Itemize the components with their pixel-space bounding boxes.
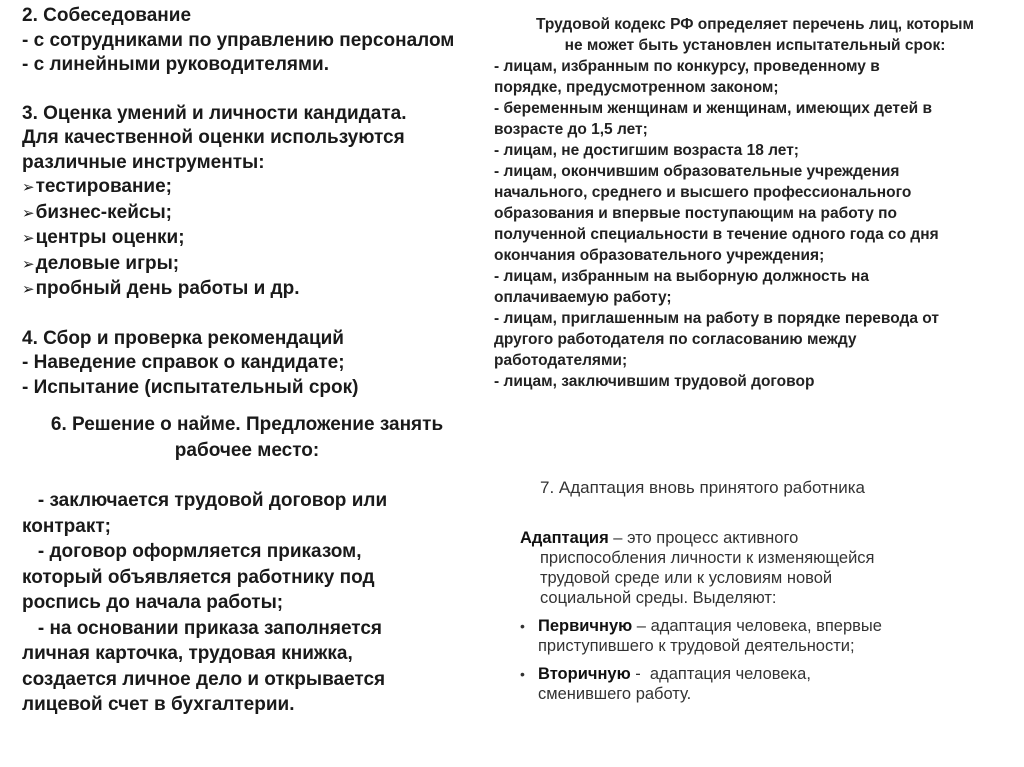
hiring-line: создается личное дело и открывается bbox=[22, 668, 386, 690]
step3-desc: различные инструменты: bbox=[22, 151, 265, 173]
labor-code-line: - лицам, избранным по конкурсу, проведенному в bbox=[494, 58, 880, 75]
adaptation-def-text: – это процесс активного bbox=[608, 529, 799, 547]
step2-title: 2. Собеседование bbox=[22, 5, 192, 26]
labor-code-line: - лицам, окончившим образовательные учреждения bbox=[494, 163, 900, 180]
recruitment-steps bbox=[22, 4, 492, 400]
labor-code-line: - лицам, приглашенным на работу в порядке перевода от bbox=[494, 310, 939, 327]
step2-line: - с линейными руководителями. bbox=[22, 54, 329, 75]
secondary-text-cont: сменившего работу. bbox=[538, 685, 692, 703]
hiring-line: роспись до начала работы; bbox=[22, 592, 284, 613]
arrow-bullet-icon: ➢ bbox=[22, 281, 35, 298]
tool-label: пробный день работы и др. bbox=[35, 278, 300, 299]
hiring-line: личная карточка, трудовая книжка, bbox=[22, 643, 353, 664]
hiring-line: - заключается трудовой договор или bbox=[22, 490, 388, 511]
hiring-title: 6. Решение о найме. Предложение занять bbox=[50, 414, 444, 435]
tool-label: тестирование; bbox=[35, 176, 173, 197]
secondary-text: - адаптация человека, bbox=[630, 665, 811, 683]
labor-code-line: - лицам, избранным на выборную должность на bbox=[494, 268, 870, 285]
adaptation-def-line: социальной среды. Выделяют: bbox=[540, 589, 777, 607]
hiring-decision-block bbox=[22, 412, 472, 718]
hiring-line: - договор оформляется приказом, bbox=[22, 541, 362, 562]
tool-label: деловые игры; bbox=[35, 252, 180, 274]
labor-code-line: другого работодателя по согласованию между bbox=[494, 331, 857, 348]
arrow-bullet-icon: ➢ bbox=[22, 255, 35, 273]
labor-code-line: - беременным женщинам и женщинам, имеющих детей в bbox=[494, 100, 932, 117]
labor-code-line: образования и впервые поступающим на работу по bbox=[494, 205, 898, 222]
adaptation-def-line: приспособления личности к изменяющейся bbox=[540, 549, 875, 567]
secondary-term: Вторичную bbox=[538, 665, 631, 683]
tool-item bbox=[22, 201, 492, 227]
labor-code-line: начального, среднего и высшего профессионального bbox=[494, 184, 912, 201]
hiring-line: который объявляется работнику под bbox=[22, 566, 375, 588]
labor-code-intro: не может быть установлен испытательный срок: bbox=[564, 37, 946, 54]
primary-text: – адаптация человека, впервые bbox=[632, 617, 882, 635]
labor-code-block bbox=[494, 14, 1016, 392]
tool-item bbox=[22, 226, 492, 252]
hiring-line: - на основании приказа заполняется bbox=[22, 617, 383, 639]
arrow-bullet-icon: ➢ bbox=[22, 179, 35, 196]
labor-code-line: - лицам, не достигшим возраста 18 лет; bbox=[494, 142, 799, 159]
tool-label: бизнес-кейсы; bbox=[35, 201, 173, 223]
hiring-line: лицевой счет в бухгалтерии. bbox=[22, 694, 295, 715]
list-item bbox=[520, 616, 990, 656]
adaptation-def-line: трудовой среде или к условиям новой bbox=[540, 569, 833, 587]
adaptation-heading: 7. Адаптация вновь принятого работника bbox=[540, 478, 865, 497]
list-item bbox=[520, 664, 990, 704]
adaptation-term: Адаптация bbox=[520, 529, 609, 547]
tool-item bbox=[22, 277, 492, 303]
primary-term: Первичную bbox=[538, 617, 633, 635]
step3-title: 3. Оценка умений и личности кандидата. bbox=[22, 102, 407, 124]
labor-code-line: оплачиваемую работу; bbox=[494, 289, 672, 306]
primary-text-cont: приступившего к трудовой деятельности; bbox=[538, 637, 855, 655]
labor-code-line: - лицам, заключившим трудовой договор bbox=[494, 373, 815, 390]
bullet-icon: • bbox=[520, 618, 525, 634]
bullet-icon: • bbox=[520, 666, 525, 682]
step4-line: - Испытание (испытательный срок) bbox=[22, 376, 359, 398]
hiring-title: рабочее место: bbox=[174, 439, 320, 461]
labor-code-line: полученной специальности в течение одного года со дня bbox=[494, 226, 939, 243]
labor-code-line: возрасте до 1,5 лет; bbox=[494, 121, 648, 138]
adaptation-definition bbox=[520, 528, 990, 548]
tool-item bbox=[22, 252, 492, 278]
tool-label: центры оценки; bbox=[35, 227, 185, 248]
step3-desc: Для качественной оценки используются bbox=[22, 127, 405, 148]
step2-line: - с сотрудниками по управлению персоналом bbox=[22, 29, 455, 51]
labor-code-intro: Трудовой кодекс РФ определяет перечень лиц, которым bbox=[536, 16, 974, 33]
arrow-bullet-icon: ➢ bbox=[22, 230, 35, 247]
tool-item bbox=[22, 175, 492, 201]
hiring-line: контракт; bbox=[22, 515, 111, 537]
labor-code-line: окончания образовательного учреждения; bbox=[494, 247, 825, 264]
step4-line: - Наведение справок о кандидате; bbox=[22, 352, 345, 373]
arrow-bullet-icon: ➢ bbox=[22, 204, 35, 222]
labor-code-line: порядке, предусмотренном законом; bbox=[494, 79, 779, 96]
labor-code-line: работодателями; bbox=[494, 352, 628, 369]
adaptation-block bbox=[520, 478, 990, 704]
step4-title: 4. Сбор и проверка рекомендаций bbox=[22, 327, 344, 349]
